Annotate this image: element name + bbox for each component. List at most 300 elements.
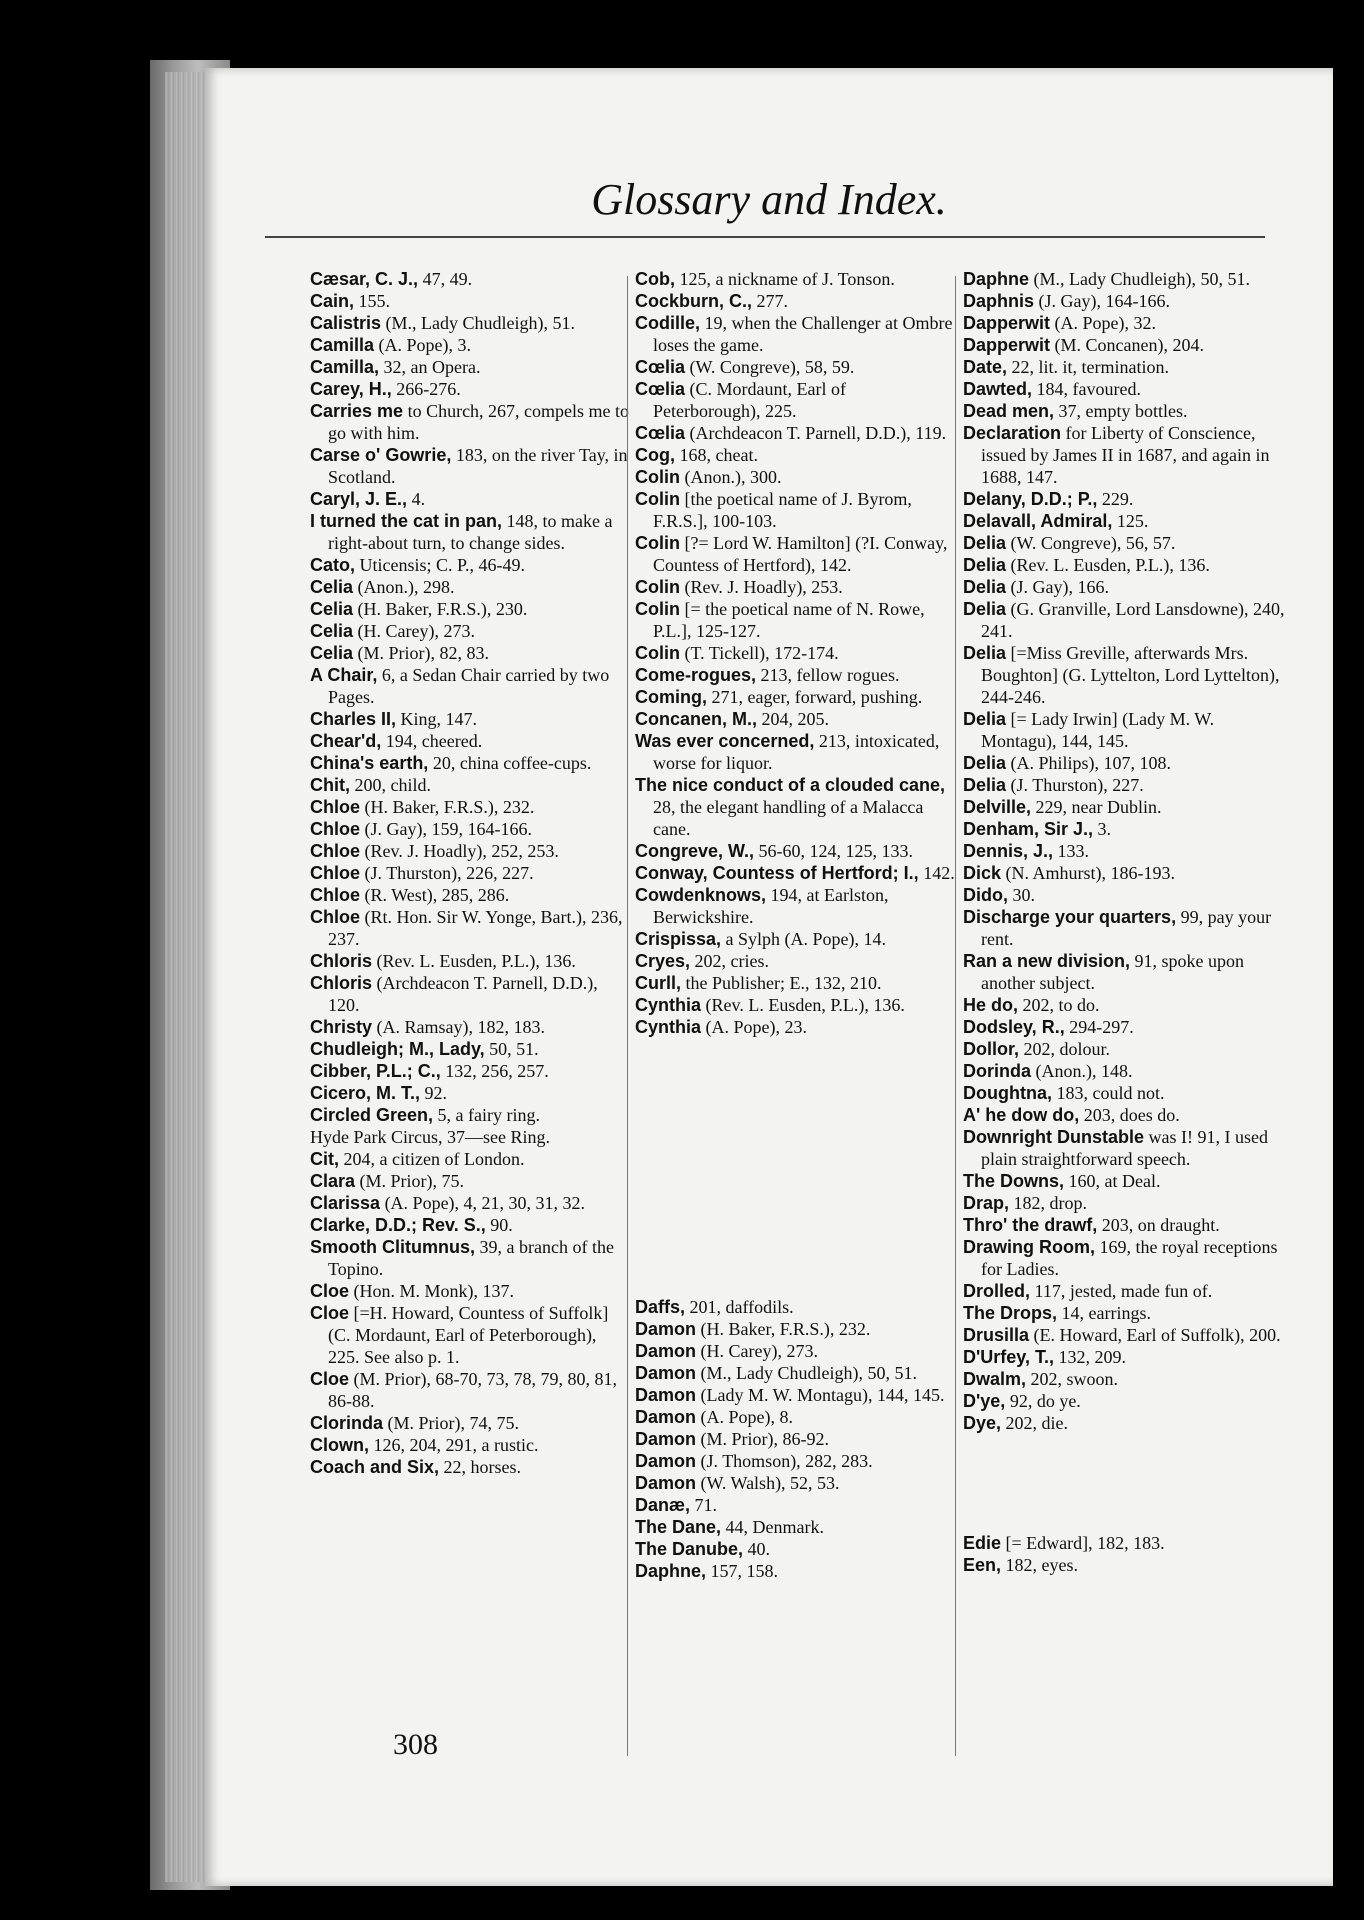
index-detail: (A. Philips), 107, 108. xyxy=(1006,753,1172,773)
index-entry xyxy=(635,774,957,840)
index-entry xyxy=(635,1216,957,1238)
index-headword: Colin xyxy=(635,599,680,619)
index-entry xyxy=(310,400,632,444)
index-entry xyxy=(635,444,957,466)
index-entry xyxy=(310,1280,632,1302)
index-headword: Dwalm, xyxy=(963,1369,1027,1389)
page-header: Glossary and Index. xyxy=(591,175,947,224)
index-entry xyxy=(963,1346,1285,1368)
index-detail: 169, the royal receptions for Ladies. xyxy=(981,1237,1278,1279)
index-entry xyxy=(963,1532,1285,1554)
index-detail: 3. xyxy=(1093,819,1112,839)
index-detail: 183, on the river Tay, in Scotland. xyxy=(328,445,628,487)
index-detail: (C. Mordaunt, Earl of Peterborough), 225. xyxy=(653,379,846,421)
index-detail: 47, 49. xyxy=(418,269,473,289)
index-detail: (M. Prior), 82, 83. xyxy=(353,643,490,663)
index-entry xyxy=(963,1126,1285,1170)
index-column-3 xyxy=(963,268,1285,1576)
index-headword: Delia xyxy=(963,555,1007,575)
index-headword: The Danube, xyxy=(635,1539,744,1559)
index-entry xyxy=(635,1296,957,1318)
index-headword: Thro' the drawf, xyxy=(963,1215,1098,1235)
index-detail: 182, eyes. xyxy=(1001,1555,1078,1575)
index-headword: Clown, xyxy=(310,1435,369,1455)
index-entry xyxy=(310,576,632,598)
index-detail: (Anon.), 148. xyxy=(1031,1061,1133,1081)
index-entry xyxy=(635,950,957,972)
index-entry xyxy=(310,884,632,906)
index-detail: 202, swoon. xyxy=(1026,1369,1119,1389)
index-detail: (H. Carey), 273. xyxy=(353,621,475,641)
index-detail: 71. xyxy=(690,1495,718,1515)
index-headword: Chloe xyxy=(310,841,361,861)
index-entry xyxy=(963,378,1285,400)
index-detail: 229. xyxy=(1097,489,1134,509)
index-detail: (Rt. Hon. Sir W. Yonge, Bart.), 236, 237. xyxy=(328,907,623,949)
index-headword: Dorinda xyxy=(963,1061,1032,1081)
index-entry xyxy=(963,818,1285,840)
index-entry xyxy=(963,312,1285,334)
index-headword: Chloris xyxy=(310,973,373,993)
index-detail: was I! 91, I used plain straightforward speech. xyxy=(981,1127,1268,1169)
index-entry xyxy=(635,1256,957,1278)
index-entry xyxy=(963,1280,1285,1302)
index-entry xyxy=(963,994,1285,1016)
index-detail: (Rev. L. Eusden, P.L.), 136. xyxy=(701,995,905,1015)
index-detail: 132, 209. xyxy=(1053,1347,1126,1367)
index-headword: Damon xyxy=(635,1473,697,1493)
book-page xyxy=(205,68,1333,1886)
index-entry xyxy=(310,862,632,884)
index-entry xyxy=(310,1060,632,1082)
index-headword: The Dane, xyxy=(635,1517,722,1537)
page-number: 308 xyxy=(393,1728,438,1761)
index-detail: 200, child. xyxy=(350,775,431,795)
index-detail: (A. Pope), 3. xyxy=(374,335,472,355)
index-detail: King, 147. xyxy=(396,709,478,729)
index-headword: Delia xyxy=(963,599,1007,619)
index-detail: 117, jested, made fun of. xyxy=(1030,1281,1213,1301)
index-headword: Dick xyxy=(963,863,1002,883)
index-detail: 194, at Earlston, Berwickshire. xyxy=(653,885,889,927)
index-entry xyxy=(635,1362,957,1384)
index-detail: (M. Prior), 86-92. xyxy=(696,1429,830,1449)
index-headword: Clarke, D.D.; Rev. S., xyxy=(310,1215,486,1235)
index-entry xyxy=(963,1390,1285,1412)
index-headword: Clara xyxy=(310,1171,356,1191)
index-entry xyxy=(635,1136,957,1158)
index-entry xyxy=(635,356,957,378)
index-entry xyxy=(635,268,957,290)
index-detail: (Lady M. W. Montagu), 144, 145. xyxy=(696,1385,945,1405)
index-detail: (J. Thurston), 226, 227. xyxy=(360,863,534,883)
index-detail: 201, daffodils. xyxy=(685,1297,794,1317)
index-headword: Delia xyxy=(963,643,1007,663)
header-rule xyxy=(265,236,1265,238)
index-detail: 44, Denmark. xyxy=(721,1517,825,1537)
index-entry xyxy=(635,994,957,1016)
index-headword: Celia xyxy=(310,621,354,641)
index-entry xyxy=(310,510,632,554)
index-detail: 184, favoured. xyxy=(1032,379,1141,399)
index-entry xyxy=(635,642,957,664)
index-headword: A' he dow do, xyxy=(963,1105,1080,1125)
index-headword: Clorinda xyxy=(310,1413,384,1433)
index-detail: (M. Prior), 75. xyxy=(355,1171,465,1191)
index-headword: Cowdenknows, xyxy=(635,885,767,905)
index-detail: 213, intoxicated, worse for liquor. xyxy=(653,731,940,773)
index-headword: Damon xyxy=(635,1319,697,1339)
index-headword: Chudleigh; M., Lady, xyxy=(310,1039,485,1059)
index-entry xyxy=(635,972,957,994)
index-entry xyxy=(310,1104,632,1126)
index-entry xyxy=(635,1538,957,1560)
index-detail: 194, cheered. xyxy=(381,731,483,751)
index-entry xyxy=(635,1560,957,1582)
index-entry xyxy=(310,730,632,752)
index-entry xyxy=(310,708,632,730)
index-entry xyxy=(635,1516,957,1538)
index-detail: (Hon. M. Monk), 137. xyxy=(349,1281,515,1301)
index-entry xyxy=(635,466,957,488)
index-headword: Edie xyxy=(963,1533,1002,1553)
index-headword: Charles II, xyxy=(310,709,397,729)
index-detail: 132, 256, 257. xyxy=(440,1061,549,1081)
index-headword: Carries me xyxy=(310,401,404,421)
index-detail: 271, eager, forward, pushing. xyxy=(707,687,923,707)
index-detail: 92, do ye. xyxy=(1005,1391,1081,1411)
index-entry xyxy=(963,1016,1285,1038)
index-entry xyxy=(310,334,632,356)
index-detail: (J. Gay), 166. xyxy=(1006,577,1110,597)
index-headword: Delia xyxy=(963,533,1007,553)
index-headword: Damon xyxy=(635,1341,697,1361)
index-entry xyxy=(963,1214,1285,1236)
index-entry xyxy=(635,730,957,774)
index-entry xyxy=(635,1318,957,1340)
index-entry xyxy=(310,1434,632,1456)
index-entry xyxy=(963,1060,1285,1082)
index-headword: Denham, Sir J., xyxy=(963,819,1094,839)
index-headword: Downright Dunstable xyxy=(963,1127,1144,1147)
index-entry xyxy=(963,1082,1285,1104)
index-entry xyxy=(310,752,632,774)
index-headword: Cynthia xyxy=(635,995,702,1015)
index-entry xyxy=(963,774,1285,796)
index-detail: (N. Amhurst), 186-193. xyxy=(1001,863,1176,883)
index-detail: 14, earrings. xyxy=(1057,1303,1151,1323)
index-detail: (E. Howard, Earl of Suffolk), 200. xyxy=(1029,1325,1281,1345)
index-entry xyxy=(310,268,632,290)
index-headword: Date, xyxy=(963,357,1008,377)
index-headword: The Downs, xyxy=(963,1171,1065,1191)
index-detail: 5, a fairy ring. xyxy=(433,1105,541,1125)
index-headword: Chloe xyxy=(310,863,361,883)
index-detail: (Archdeacon T. Parnell, D.D.), 119. xyxy=(685,423,947,443)
index-detail: to Church, 267, compels me to go with him. xyxy=(328,401,630,443)
index-headword: Clarissa xyxy=(310,1193,381,1213)
index-detail: (M. Concanen), 204. xyxy=(1050,335,1204,355)
index-detail: 22, horses. xyxy=(439,1457,522,1477)
index-detail: [= Lady Irwin] (Lady M. W. Montagu), 144, 145. xyxy=(981,709,1215,751)
index-detail: (J. Gay), 164-166. xyxy=(1034,291,1170,311)
index-entry xyxy=(963,1104,1285,1126)
index-entry xyxy=(635,884,957,928)
index-detail: (A. Pope), 8. xyxy=(696,1407,794,1427)
index-detail: [=H. Howard, Countess of Suffolk] (C. Mordaunt, Earl of Peterborough), 225. See also p. 1. xyxy=(328,1303,609,1367)
index-detail: 40. xyxy=(743,1539,771,1559)
index-headword: Dennis, J., xyxy=(963,841,1054,861)
index-entry xyxy=(963,356,1285,378)
index-headword: Cloe xyxy=(310,1303,350,1323)
index-headword: Concanen, M., xyxy=(635,709,758,729)
index-detail: (T. Tickell), 172-174. xyxy=(680,643,839,663)
index-headword: Daphne xyxy=(963,269,1030,289)
index-detail: 182, drop. xyxy=(1009,1193,1088,1213)
index-headword: Come-rogues, xyxy=(635,665,757,685)
index-entry xyxy=(963,510,1285,532)
index-entry xyxy=(310,818,632,840)
index-entry xyxy=(310,554,632,576)
index-detail: 203, on draught. xyxy=(1097,1215,1220,1235)
index-entry xyxy=(310,950,632,972)
index-headword: Carey, H., xyxy=(310,379,392,399)
index-headword: Delia xyxy=(963,753,1007,773)
index-entry xyxy=(963,708,1285,752)
index-entry xyxy=(310,378,632,400)
index-entry xyxy=(635,1384,957,1406)
index-entry xyxy=(310,840,632,862)
index-entry xyxy=(310,312,632,334)
index-entry xyxy=(635,862,957,884)
index-detail: [the poetical name of J. Byrom, F.R.S.], 100-103. xyxy=(653,489,912,531)
index-headword: Chit, xyxy=(310,775,350,795)
index-entry xyxy=(310,290,632,312)
index-detail: 133. xyxy=(1053,841,1090,861)
index-detail: [= the poetical name of N. Rowe, P.L.], 125-127. xyxy=(653,599,925,641)
index-entry xyxy=(310,598,632,620)
index-headword: Colin xyxy=(635,489,680,509)
index-entry xyxy=(310,664,632,708)
index-entry xyxy=(635,1176,957,1198)
index-detail: 204, a citizen of London. xyxy=(339,1149,525,1169)
index-detail: 157, 158. xyxy=(706,1561,779,1581)
index-detail: 202, dolour. xyxy=(1019,1039,1111,1059)
index-headword: Dollor, xyxy=(963,1039,1020,1059)
index-entry xyxy=(635,664,957,686)
index-headword: Daphne, xyxy=(635,1561,707,1581)
index-entry xyxy=(963,576,1285,598)
index-headword: Delany, D.D.; P., xyxy=(963,489,1098,509)
index-detail: 22, lit. it, termination. xyxy=(1007,357,1169,377)
index-headword: The Drops, xyxy=(963,1303,1058,1323)
index-entry xyxy=(635,1096,957,1118)
index-headword: Drap, xyxy=(963,1193,1010,1213)
index-detail: (Anon.), 300. xyxy=(680,467,782,487)
index-detail: (M., Lady Chudleigh), 50, 51. xyxy=(696,1363,917,1383)
index-headword: Danæ, xyxy=(635,1495,691,1515)
index-detail: 39, a branch of the Topino. xyxy=(328,1237,614,1279)
index-detail: 155. xyxy=(354,291,391,311)
index-headword: Daffs, xyxy=(635,1297,686,1317)
index-detail: (Rev. L. Eusden, P.L.), 136. xyxy=(372,951,576,971)
index-detail: (M. Prior), 68-70, 73, 78, 79, 80, 81, 86-88. xyxy=(328,1369,618,1411)
index-headword: I turned the cat in pan, xyxy=(310,511,503,531)
index-headword: Damon xyxy=(635,1385,697,1405)
index-entry xyxy=(310,1192,632,1214)
index-entry xyxy=(963,752,1285,774)
index-headword: Crispissa, xyxy=(635,929,722,949)
index-detail: 28, the elegant handling of a Malacca cane. xyxy=(653,797,924,839)
index-entry xyxy=(635,532,957,576)
index-entry xyxy=(963,422,1285,488)
index-detail: (A. Ramsay), 182, 183. xyxy=(372,1017,545,1037)
index-detail: (H. Baker, F.R.S.), 230. xyxy=(353,599,528,619)
index-entry xyxy=(310,1082,632,1104)
index-entry xyxy=(963,400,1285,422)
index-entry xyxy=(635,686,957,708)
index-headword: Christy xyxy=(310,1017,373,1037)
index-entry xyxy=(635,840,957,862)
index-entry xyxy=(963,1324,1285,1346)
index-detail: 92. xyxy=(420,1083,448,1103)
index-entry xyxy=(310,1236,632,1280)
index-detail: (H. Carey), 273. xyxy=(696,1341,818,1361)
index-headword: Declaration xyxy=(963,423,1062,443)
index-entry xyxy=(963,1038,1285,1060)
index-detail: (A. Pope), 32. xyxy=(1050,313,1157,333)
index-entry xyxy=(963,950,1285,994)
index-detail: 202, cries. xyxy=(690,951,770,971)
index-headword: D'Urfey, T., xyxy=(963,1347,1054,1367)
index-detail: (A. Pope), 23. xyxy=(701,1017,808,1037)
index-headword: Drolled, xyxy=(963,1281,1031,1301)
index-entry xyxy=(635,598,957,642)
index-detail: 125. xyxy=(1112,511,1149,531)
index-headword: Circled Green, xyxy=(310,1105,434,1125)
index-entry xyxy=(635,290,957,312)
index-entry xyxy=(635,1494,957,1516)
index-headword: Colin xyxy=(635,643,680,663)
index-detail: 213, fellow rogues. xyxy=(756,665,900,685)
index-detail: 202, die. xyxy=(1001,1413,1069,1433)
index-detail: the Publisher; E., 132, 210. xyxy=(681,973,882,993)
index-entry xyxy=(310,1214,632,1236)
index-detail: 90. xyxy=(485,1215,513,1235)
index-headword: Drawing Room, xyxy=(963,1237,1096,1257)
index-headword: Cœlia xyxy=(635,357,686,377)
index-headword: Coach and Six, xyxy=(310,1457,440,1477)
index-entry xyxy=(963,1554,1285,1576)
index-detail: (M., Lady Chudleigh), 51. xyxy=(381,313,576,333)
index-headword: Camilla xyxy=(310,335,375,355)
index-entry xyxy=(635,312,957,356)
index-entry xyxy=(963,1412,1285,1434)
index-detail: 91, spoke upon another subject. xyxy=(981,951,1245,993)
index-entry xyxy=(963,532,1285,554)
index-detail: 168, cheat. xyxy=(675,445,758,465)
index-detail: (M. Prior), 74, 75. xyxy=(383,1413,520,1433)
index-detail: 32, an Opera. xyxy=(379,357,481,377)
index-entry xyxy=(963,488,1285,510)
index-detail: (Archdeacon T. Parnell, D.D.), 120. xyxy=(328,973,598,1015)
index-detail: 37, empty bottles. xyxy=(1054,401,1188,421)
index-headword: Cryes, xyxy=(635,951,691,971)
index-detail: [?= Lord W. Hamilton] (?I. Conway, Countess of Hertford), 142. xyxy=(653,533,948,575)
index-detail: (Anon.), 298. xyxy=(353,577,455,597)
index-headword: Cockburn, C., xyxy=(635,291,753,311)
index-entry xyxy=(310,1016,632,1038)
index-headword: Cibber, P.L.; C., xyxy=(310,1061,441,1081)
index-entry xyxy=(963,1368,1285,1390)
index-headword: Smooth Clitumnus, xyxy=(310,1237,475,1257)
index-entry xyxy=(963,840,1285,862)
index-headword: Chloe xyxy=(310,797,361,817)
index-entry xyxy=(635,708,957,730)
index-detail: 19, when the Challenger at Ombre loses the game. xyxy=(653,313,953,355)
index-entry xyxy=(310,1412,632,1434)
index-headword: He do, xyxy=(963,995,1019,1015)
index-detail: 204, 205. xyxy=(757,709,830,729)
index-headword: Delville, xyxy=(963,797,1032,817)
index-entry xyxy=(310,444,632,488)
index-detail: 99, pay your rent. xyxy=(981,907,1272,949)
index-detail: 126, 204, 291, a rustic. xyxy=(369,1435,539,1455)
index-headword: Cob, xyxy=(635,269,675,289)
index-headword: Celia xyxy=(310,599,354,619)
index-headword: Dead men, xyxy=(963,401,1055,421)
index-detail: (W. Congreve), 58, 59. xyxy=(685,357,855,377)
index-headword: Delia xyxy=(963,577,1007,597)
index-headword: Calistris xyxy=(310,313,382,333)
index-entry xyxy=(963,290,1285,312)
index-headword: Colin xyxy=(635,467,680,487)
index-entry xyxy=(310,1170,632,1192)
index-detail: (H. Baker, F.R.S.), 232. xyxy=(360,797,535,817)
index-entry xyxy=(310,1148,632,1170)
index-entry xyxy=(310,1456,632,1478)
index-entry xyxy=(635,928,957,950)
index-entry xyxy=(310,796,632,818)
index-headword: A Chair, xyxy=(310,665,378,685)
index-detail: 4. xyxy=(407,489,426,509)
index-detail: (Rev. J. Hoadly), 252, 253. xyxy=(360,841,559,861)
index-headword: Cicero, M. T., xyxy=(310,1083,421,1103)
index-entry xyxy=(963,1236,1285,1280)
index-detail: 266-276. xyxy=(391,379,461,399)
index-entry xyxy=(963,268,1285,290)
index-entry xyxy=(310,972,632,1016)
index-detail: for Liberty of Conscience, issued by James II in 1687, and again in 1688, 147. xyxy=(981,423,1270,487)
index-entry xyxy=(310,620,632,642)
index-detail: 294-297. xyxy=(1064,1017,1134,1037)
index-headword: Delia xyxy=(963,709,1007,729)
index-headword: Damon xyxy=(635,1407,697,1427)
index-headword: Dodsley, R., xyxy=(963,1017,1065,1037)
index-detail: (M., Lady Chudleigh), 50, 51. xyxy=(1029,269,1250,289)
index-entry xyxy=(963,642,1285,708)
index-entry xyxy=(963,334,1285,356)
index-detail: 125, a nickname of J. Tonson. xyxy=(675,269,895,289)
index-detail: 277. xyxy=(752,291,789,311)
index-detail: 229, near Dublin. xyxy=(1031,797,1162,817)
column-divider xyxy=(627,276,628,1756)
index-detail: Uticensis; C. P., 46-49. xyxy=(355,555,526,575)
index-detail: (J. Gay), 159, 164-166. xyxy=(360,819,532,839)
index-headword: Celia xyxy=(310,643,354,663)
index-column-1 xyxy=(310,268,632,1478)
index-headword: Codille, xyxy=(635,313,701,333)
